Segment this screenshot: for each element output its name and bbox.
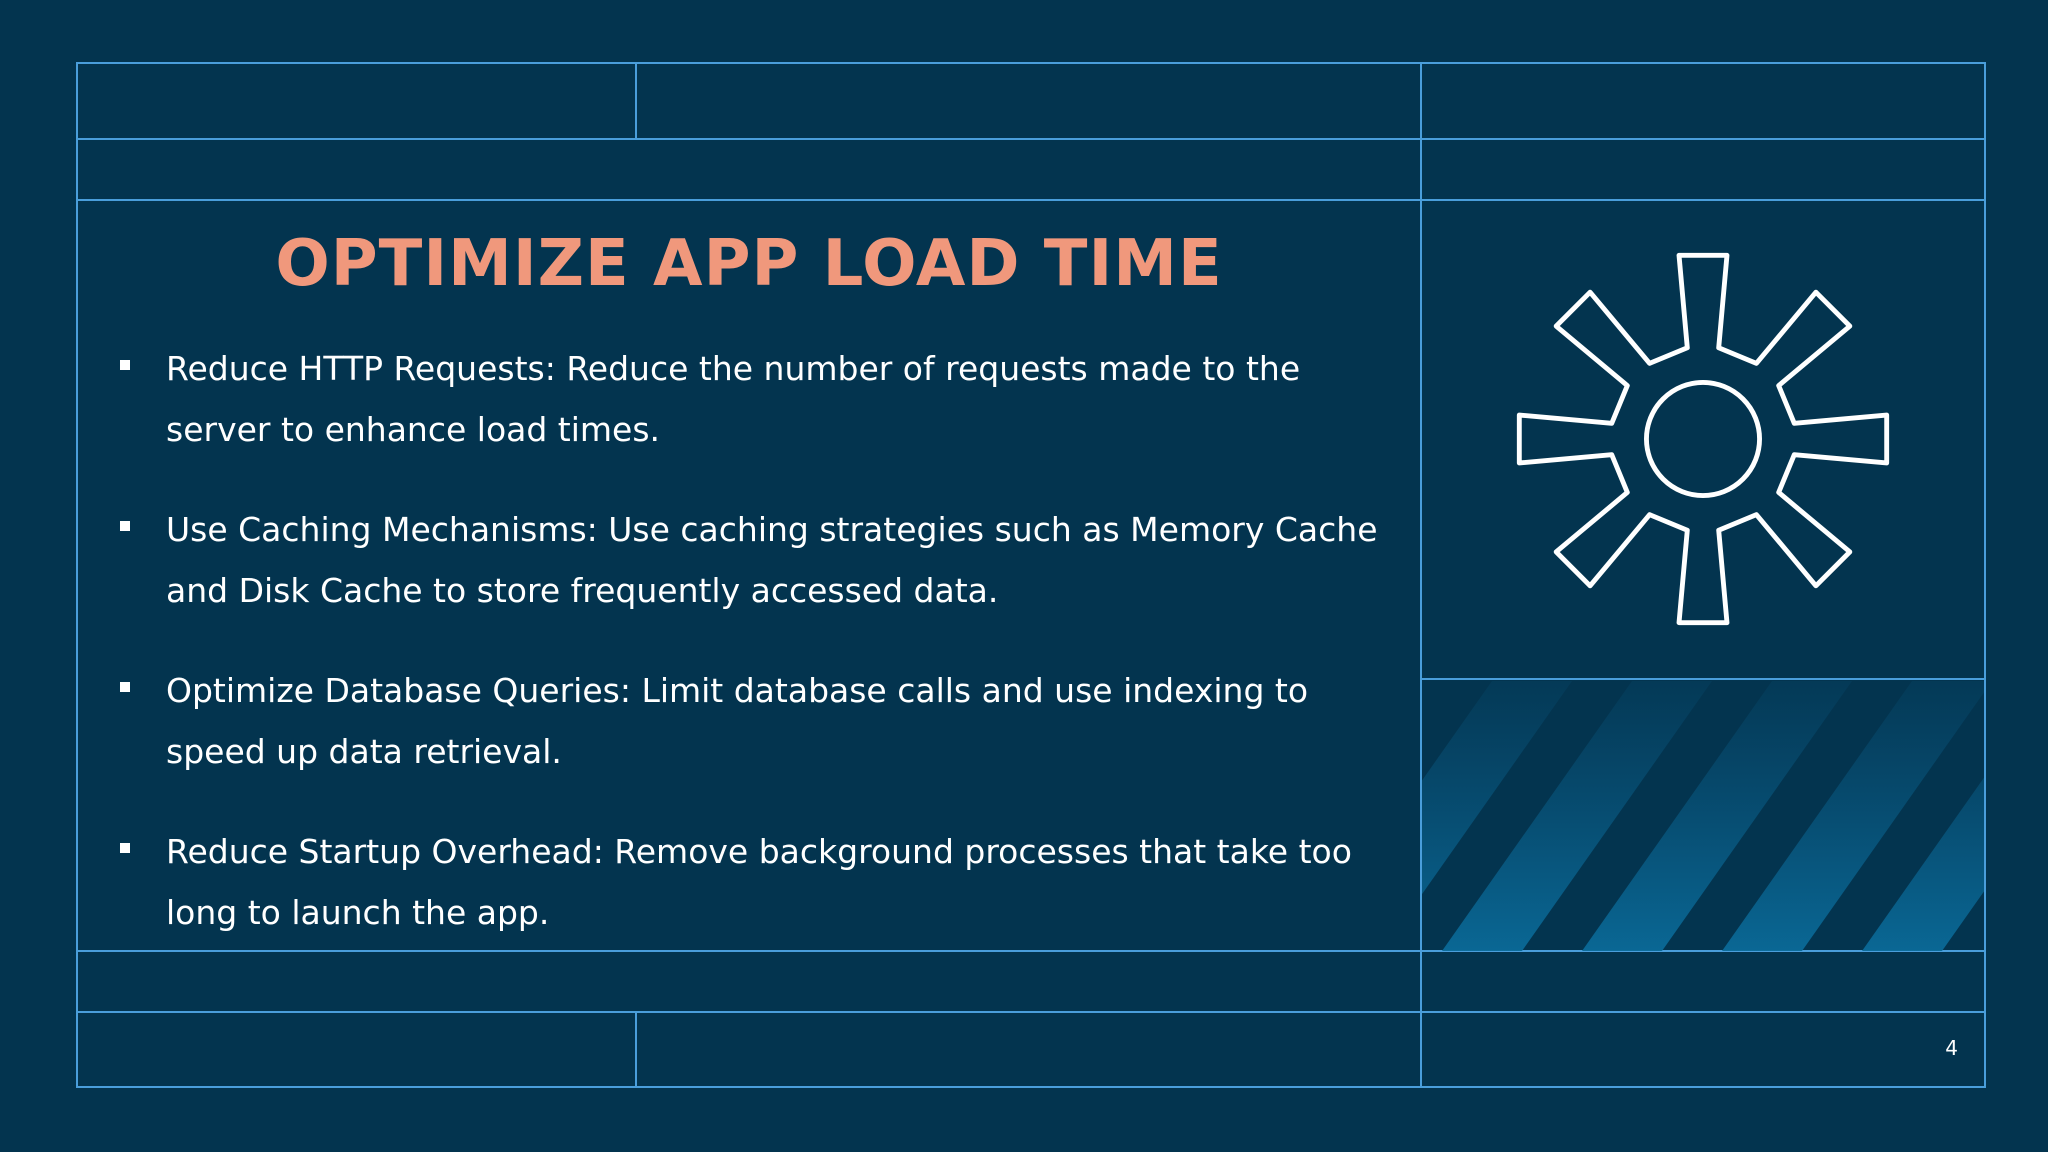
bullet-text: Optimize Database Queries: Limit database calls and use indexing to speed up data retrieval. [166, 671, 1309, 771]
frame-line [1984, 62, 1986, 1088]
gear-outline [1519, 255, 1886, 622]
frame-line [1420, 678, 1986, 680]
bullet-marker-icon [120, 843, 130, 853]
frame-line [76, 199, 1986, 201]
bullet-item [120, 660, 1410, 782]
bullet-item [120, 821, 1410, 943]
frame-line [635, 1011, 637, 1088]
page-number: 4 [1945, 1036, 1958, 1060]
frame-line [635, 62, 637, 140]
frame-line [76, 62, 1986, 64]
bullet-item [120, 338, 1410, 460]
frame-line [76, 138, 1986, 140]
gear-icon [1508, 244, 1898, 634]
decorative-stripes [1422, 681, 1984, 951]
bullet-text: Reduce Startup Overhead: Remove background processes that take too long to launch the app. [166, 832, 1352, 932]
frame-line [76, 1011, 1986, 1013]
frame-line [76, 1086, 1986, 1088]
bullet-list [120, 338, 1410, 982]
bullet-text: Use Caching Mechanisms: Use caching strategies such as Memory Cache and Disk Cache to store frequently accessed data. [166, 510, 1378, 610]
slide-title: OPTIMIZE APP LOAD TIME [275, 227, 1223, 301]
frame-line [76, 62, 78, 1088]
bullet-item [120, 499, 1410, 621]
bullet-marker-icon [120, 682, 130, 692]
bullet-marker-icon [120, 521, 130, 531]
bullet-marker-icon [120, 360, 130, 370]
bullet-text: Reduce HTTP Requests: Reduce the number of requests made to the server to enhance load times. [166, 349, 1301, 449]
